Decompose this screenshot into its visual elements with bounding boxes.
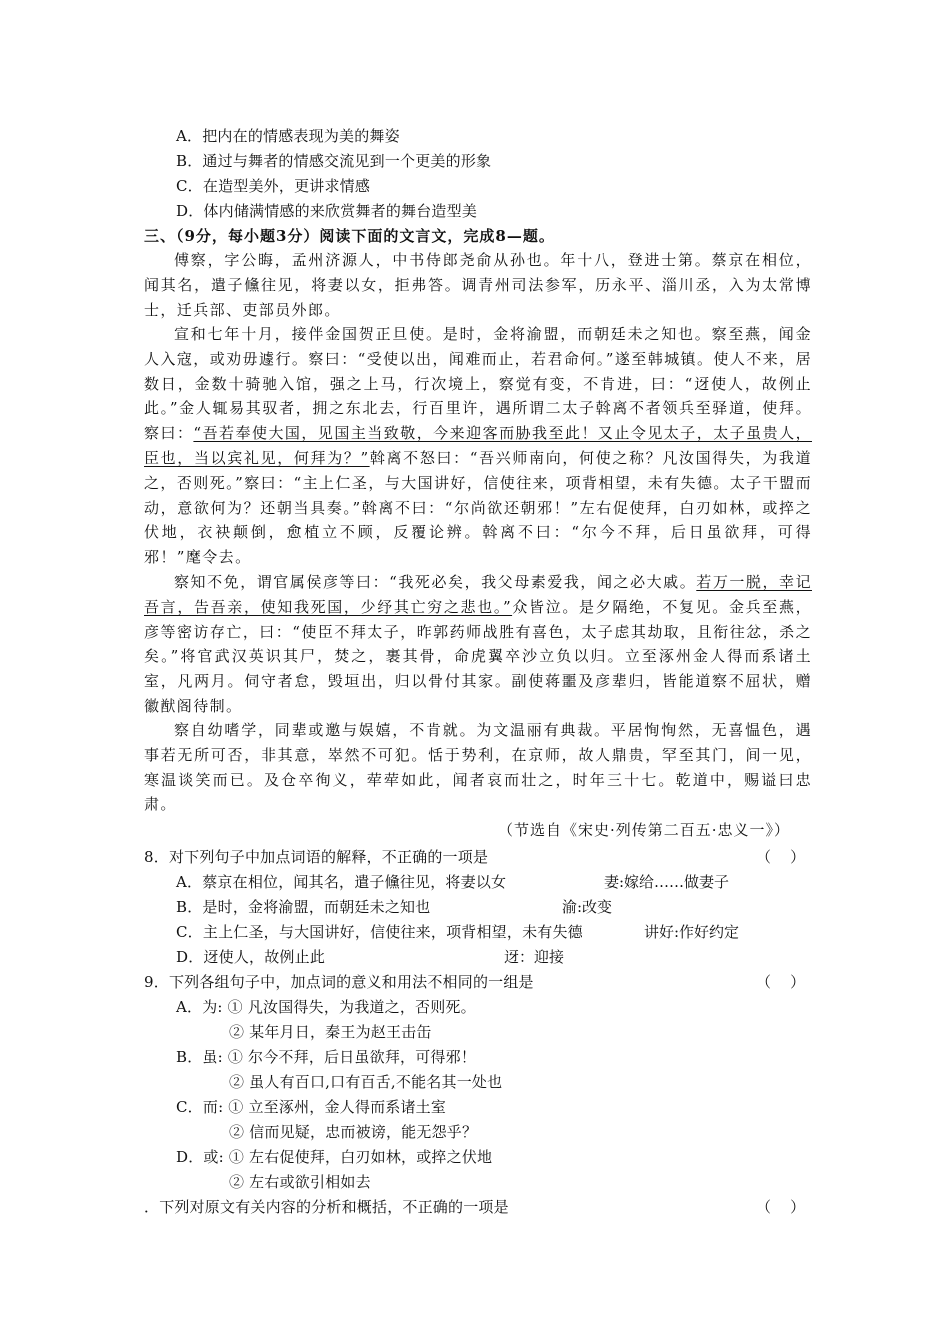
q9-option-d-2: ② 左右或欲引相如去: [229, 1173, 371, 1191]
q9-option-a-2: ② 某年月日，秦王为赵王击缶: [229, 1023, 432, 1041]
passage-paragraph-3: [144, 570, 812, 719]
prev-option-b: B．通过与舞者的情感交流见到一个更美的形象: [176, 152, 492, 170]
q10-answer-parens[interactable]: （ ）: [756, 1198, 806, 1216]
passage-paragraph-4: 察自幼嗜学，同辈或邀与娱嬉，不肯就。为文温丽有典裁。平居恂恂然，无喜愠色，遇事若无所可否，非其意，崒然不可犯。恬于势利，在京师，故人鼎贵，罕至其门，间一见，寒温谈笑而已。及仓卒徇义，荦荦如此，闻者哀而壮之，时年三十七。乾道中，赐谥曰忠肃。: [144, 721, 812, 814]
q8-answer-parens[interactable]: （ ）: [756, 848, 806, 866]
q8-stem: 8．对下列句子中加点词语的解释，不正确的一项是: [144, 848, 489, 866]
q8-option-b-gloss: 渝:改变: [562, 898, 613, 916]
q8-option-a: A．蔡京在相位，闻其名，遣子儵往见，将妻以女: [176, 873, 507, 891]
q10-stem: ．下列对原文有关内容的分析和概括，不正确的一项是: [144, 1198, 509, 1216]
q9-option-b-2: ② 虽人有百口,口有百舌,不能名其一处也: [229, 1073, 503, 1091]
passage-source: （节选自《宋史·列传第二百五·忠义一》）: [498, 821, 791, 839]
q8-option-d-gloss: 迓：迎接: [504, 948, 565, 966]
passage-p2-text-b: 斡离不怒曰：“吾兴师南向，何使之称？凡汝国得失，为我道之，否则死。”察曰：“主上仁圣，与大国讲好，信使往来，项背相望，未有失德。太子干盟而动，意欲何为？还朝当具奏。”斡离不曰：“尔尚欲还朝邪！”左右促使拜，白刃如林，或捽之伏地，衣袂颠倒，愈植立不顾，反覆论辨。斡离不曰：“尔今不拜，后日虽欲拜，可得邪！”麾令去。: [144, 448, 812, 567]
passage-p2-underlined: “吾若奉使大国，见国主当致敬，今来迎客而胁我至此！又止令见太子，太子虽贵人，臣也，当以宾礼见，何拜为？”: [144, 424, 812, 467]
q9-option-a-1: A．为: ① 凡汝国得失，为我道之，否则死。: [176, 998, 476, 1016]
passage-p3-text-b: 众皆泣。是夕隔绝，不复见。金兵至燕，彦等密访存亡，曰：“使臣不拜太子，昨郭药师战胜有喜色，太子虑其劫取，且衔往忿，杀之矣。”将官武汉英识其尸，焚之，裹其骨，命虎翼卒沙立负以归。立至涿州金人得而系诸土室，凡两月。伺守者怠，毁垣出，归以骨付其家。副使蒋噩及彦辈归，皆能道察不屈状，赠徽猷阁待制。: [144, 597, 813, 715]
q9-answer-parens[interactable]: （ ）: [756, 973, 806, 991]
passage-p3-text-a: 察知不免，谓官属侯彦等曰：“我死必矣，我父母素爱我，闻之必大戚。: [174, 573, 697, 591]
q9-stem: 9．下列各组句子中，加点词的意义和用法不相同的一组是: [144, 973, 534, 991]
q8-option-c-gloss: 讲好:作好约定: [644, 923, 740, 941]
prev-option-a: A．把内在的情感表现为美的舞姿: [176, 127, 400, 145]
passage-paragraph-2: [144, 322, 812, 570]
q8-option-c: C．主上仁圣，与大国讲好，信使往来，项背相望，未有失德: [176, 923, 583, 941]
q9-option-c-1: C．而: ① 立至涿州，金人得而系诸土室: [176, 1098, 447, 1116]
q8-option-d: D．迓使人，故例止此: [176, 948, 326, 966]
q9-option-d-1: D．或: ① 左右促使拜，白刃如林，或捽之伏地: [176, 1148, 493, 1166]
q9-option-b-1: B．虽: ① 尔今不拜，后日虽欲拜，可得邪！: [176, 1048, 477, 1066]
passage-p2-text-a: 宣和七年十月，接伴金国贺正旦使。是时，金将渝盟，而朝廷未之知也。察至燕，闻金人入寇，或劝毋遽行。察曰：“受使以出，闻难而止，若君命何。”遂至韩城镇。使人不来，居数日，金数十骑驰入馆，强之上马，行次境上，察觉有变，不肯进，曰：“迓使人，故例止此。”金人辄易其驭者，拥之东北去，行百里许，遇所谓二太子斡离不者领兵至驿道，使拜。察曰：: [144, 325, 812, 443]
passage-p3-underlined: 若万一脱，幸记吾言，告吾亲，使知我死国，少纾其亡穷之悲也。”: [144, 573, 812, 616]
passage-paragraph-1: 傅察，字公晦，孟州济源人，中书侍郎尧俞从孙也。年十八，登进士第。蔡京在相位，闻其名，遣子儵往见，将妻以女，拒弗答。调青州司法参军，历永平、淄川丞，入为太常博士，迁兵部、吏部员外郎。: [144, 251, 812, 319]
section-heading: 三、（9分，每小题3分）阅读下面的文言文，完成8—题。: [144, 227, 555, 245]
q8-option-b: B．是时，金将渝盟，而朝廷未之知也: [176, 898, 431, 916]
prev-option-d: D．体内储满情感的来欣赏舞者的舞台造型美: [176, 202, 478, 220]
prev-option-c: C．在造型美外，更讲求情感: [176, 177, 371, 195]
q9-option-c-2: ② 信而见疑，忠而被谤，能无怨乎？: [229, 1123, 478, 1141]
q8-option-a-gloss: 妻:嫁给……做妻子: [604, 873, 730, 891]
